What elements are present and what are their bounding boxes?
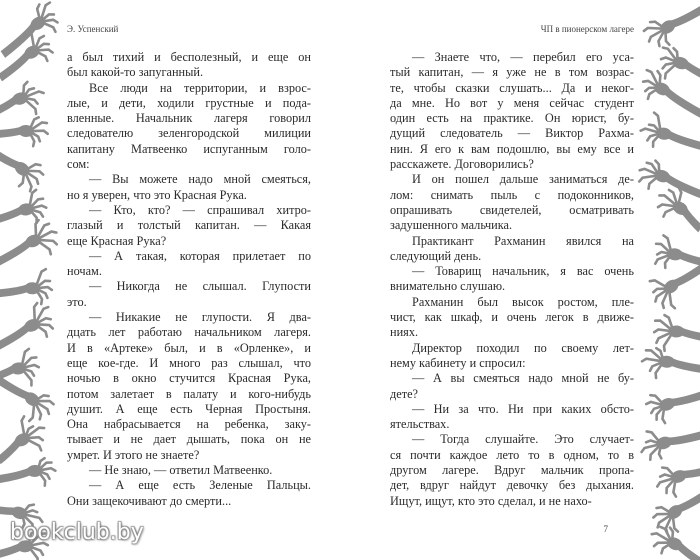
text-line: вленные. Начальник лагеря говорил (67, 111, 311, 126)
text-line: ся почти каждое лето то в одном, то в (390, 447, 634, 462)
page-text (67, 50, 311, 509)
grasping-hands-icon (630, 0, 700, 560)
text-line: другом лагере. Вдруг мальчик пропа- (390, 463, 634, 478)
text-line: — Тогда слушайте. Это случает- (412, 432, 634, 447)
text-line: это. (67, 294, 87, 309)
text-line: — Знаете что, — перебил его уса- (412, 50, 634, 64)
text-line: — Кто, кто? — спрашивал хитро- (89, 202, 311, 217)
text-line: Ищут, ищут, кто это сделал, и не нахо- (390, 493, 592, 508)
text-line: — Никогда не слышал. Глупости (89, 279, 311, 294)
text-line: ночью в окно стучится Красная Рука, (67, 371, 311, 386)
text-line: следующий день. (390, 248, 482, 263)
text-line: один есть на практике. Он юрист, бу- (390, 111, 634, 126)
text-line: — А еще есть Зеленые Пальцы. (89, 478, 311, 493)
text-line: дущий следователь — Виктор Рахма- (390, 126, 634, 141)
text-line: сом: (67, 157, 90, 172)
page-text (390, 50, 634, 509)
text-line: а был тихий и бесполезный, и еще он (67, 50, 311, 64)
text-line: — Никакие не глупости. Я два- (89, 310, 311, 325)
text-line: те, чтобы сказки слушать... Да и неког- (390, 80, 634, 95)
text-line: нин. Я его к вам подошлю, вы ему все и (390, 141, 634, 156)
text-line: лые, и дети, ходили грустные и пода- (67, 95, 311, 110)
text-line: — Вы можете надо мной смеяться, (89, 172, 311, 187)
page-number: 7 (603, 524, 608, 534)
text-line: умрет. И этого не знаете? (67, 447, 200, 462)
text-line: опрашивать свидетелей, осматривать (390, 202, 634, 217)
text-line: внимательно слушаю. (390, 279, 506, 294)
text-line: был какой-то запуганный. (67, 65, 204, 80)
text-line: потом залетает в палату и кого-нибудь (67, 386, 311, 401)
text-line: дете? (390, 386, 419, 401)
text-line: Она набрасывается на ребенка, заку- (67, 417, 311, 432)
text-line: душит. А еще есть Черная Простыня. (67, 401, 311, 416)
text-line: лом: снимать пыль с подоконников, (390, 187, 634, 202)
text-line: глазый и толстый капитан. — Какая (67, 218, 311, 233)
text-line: Рахманин был высок ростом, пле- (412, 294, 634, 309)
text-line: ниях. (390, 325, 419, 340)
text-line: чист, как шкаф, и очень легок в движе- (390, 310, 634, 325)
text-line: Все люди на территории, и взрос- (89, 80, 311, 95)
text-line: ночам. (67, 264, 102, 279)
text-line: но я уверен, что это Красная Рука. (67, 187, 247, 202)
text-line: — А вы смеяться надо мной не бу- (412, 371, 634, 386)
watermark: bookclub.by (10, 520, 144, 545)
text-line: И в «Артеке» был, и в «Орленке», и (67, 340, 311, 355)
text-line: Практикант Рахманин явился на (412, 233, 634, 248)
text-line: да мне. Но вот у меня сейчас студент (390, 95, 634, 110)
grasping-hands-icon (0, 0, 70, 560)
text-line: Директор походил по своему лет- (412, 340, 634, 355)
text-line: И он пошел дальше заниматься де- (412, 172, 634, 187)
text-line: Они защекочивают до смерти... (67, 493, 232, 508)
text-line: — Не знаю, — ответил Матвеенко. (89, 463, 273, 478)
text-line: расскажете. Договорились? (390, 157, 534, 172)
text-line: тывает и не дает дышать, пока он не (67, 432, 311, 447)
text-line: еще Красная Рука? (67, 233, 167, 248)
text-line: тый капитан, — я уже не в том возрас- (390, 65, 634, 80)
text-line: капитану Матвеенко испуганным голо- (67, 141, 311, 156)
text-line: дцать лет работаю начальником лагеря. (67, 325, 311, 340)
text-line: нему кабинету и спросил: (390, 355, 526, 370)
text-line: — Товарищ начальник, я вас очень (412, 264, 634, 279)
text-line: — Ни за что. Ни при каких обсто- (412, 401, 634, 416)
text-line: следователю зеленгородской милиции (67, 126, 311, 141)
running-header-title: ЧП в пионерском лагере (540, 24, 634, 34)
running-header-author: Э. Успенский (67, 24, 119, 34)
text-line: — А такая, которая прилетает по (89, 248, 311, 263)
text-line: ятельствах. (390, 417, 450, 432)
text-line: дет, вдруг найдут девочку без дыхания. (390, 478, 634, 493)
text-line: еще кое-где. И много раз слышал, что (67, 355, 311, 370)
text-line: задушенного мальчика. (390, 218, 513, 233)
